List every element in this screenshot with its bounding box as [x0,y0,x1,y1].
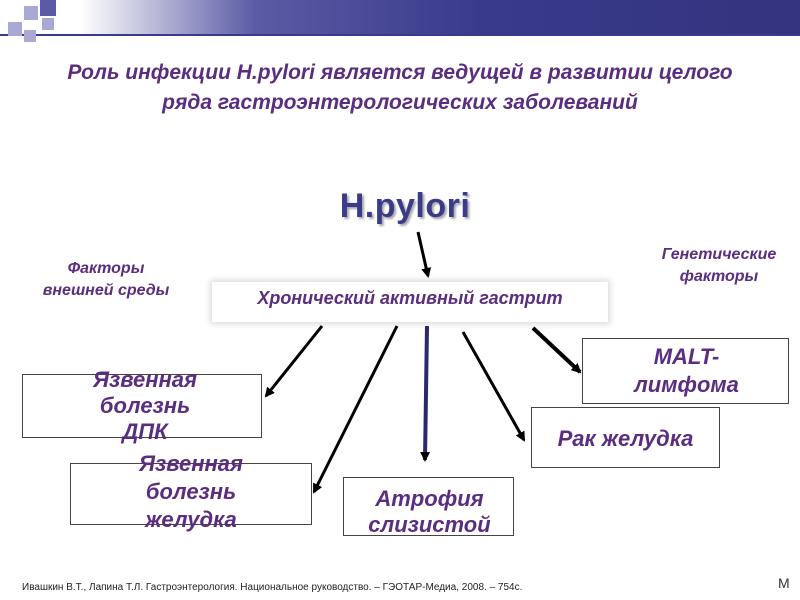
arrow-to-ulcer-stomach [314,326,397,492]
arrow-to-atrophy [425,326,427,460]
ulcer-duodenum-line-2: болезнь [99,393,191,418]
ulcer-duodenum-box [22,367,262,444]
atrophy-line-2: слизистой [368,512,491,537]
external-factors-line-1: Факторы [67,260,145,277]
ulcer-duodenum-line-1: Язвенная [92,367,197,392]
stomach-cancer-box: Рак желудка [531,407,720,468]
genetic-factors-line-2: факторы [679,268,759,285]
arrow-to-cancer [463,332,524,440]
ulcer-stomach-text [111,450,271,534]
arrow-hpylori-to-gastritis [418,232,428,276]
malt-lymphoma-box [582,338,789,404]
h-pylori-label: H.pylori [339,187,471,225]
ulcer-stomach-line-3: желудка [145,507,237,532]
malt-line-1: MALT- [653,344,720,369]
malt-lymphoma-text [583,343,790,399]
ulcer-stomach-line-1: Язвенная [138,451,243,476]
gastritis-box: Хронический активный гастрит [212,282,608,322]
ulcer-stomach-line-2: болезнь [145,479,237,504]
malt-line-2: лимфома [634,372,739,397]
corner-letter: М [778,575,790,591]
ulcer-duodenum-line-3: ДПК [122,419,168,444]
genetic-factors-line-1: Генетические [661,246,777,263]
ulcer-stomach-box [70,451,312,532]
ulcer-duodenum-text [75,367,215,445]
atrophy-text [344,486,515,538]
citation: Ивашкин В.Т., Лапина Т.Л. Гастроэнтерология. Национальное руководство. – ГЭОТАР-Медиа, 2008. – 754с. [22,582,523,593]
arrow-to-ulcer-duodenum [266,326,322,396]
atrophy-line-1: Атрофия [375,486,484,511]
slide-title: Роль инфекции H.pylori является ведущей в развитии целого ряда гастроэнтерологических заболеваний [67,61,733,114]
external-factors-line-2: внешней среды [42,282,170,299]
atrophy-box [343,477,514,536]
arrow-to-malt [533,328,580,372]
